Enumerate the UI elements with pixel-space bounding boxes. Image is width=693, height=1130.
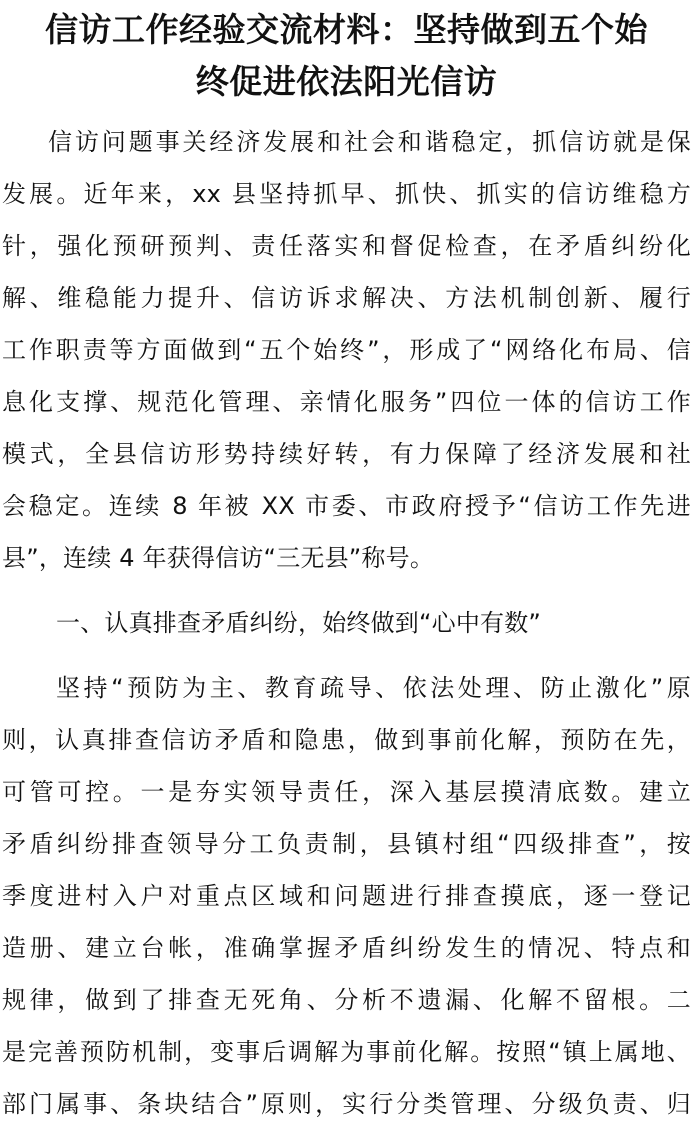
- paragraph-line: 模式，全县信访形势持续好转，有力保障了经济发展和社: [2, 440, 691, 468]
- paragraph-section1: [2, 662, 691, 1130]
- paragraph-line: 息化支撑、规范化管理、亲情化服务”四位一体的信访工作: [2, 388, 691, 416]
- paragraph-line: 信访问题事关经济发展和社会和谐稳定，抓信访就是保: [48, 128, 691, 156]
- paragraph-line: 县”，连续 4 年获得信访“三无县”称号。: [2, 544, 435, 572]
- paragraph-line: 会稳定。连续 8 年被 XX 市委、市政府授予“信访工作先进: [2, 492, 691, 520]
- paragraph-intro: [2, 116, 691, 584]
- paragraph-line: 解、维稳能力提升、信访诉求解决、方法机制创新、履行: [2, 284, 691, 312]
- paragraph-line: 季度进村入户对重点区域和问题进行排查摸底，逐一登记: [2, 882, 691, 910]
- paragraph-line: 规律，做到了排查无死角、分析不遗漏、化解不留根。二: [2, 986, 691, 1014]
- title-line: 终促进依法阳光信访: [195, 62, 498, 101]
- paragraph-line: 是完善预防机制，变事后调解为事前化解。按照“镇上属地、: [2, 1038, 691, 1066]
- paragraph-line: 工作职责等方面做到“五个始终”，形成了“网络化布局、信: [2, 336, 691, 364]
- paragraph-line: 针，强化预研预判、责任落实和督促检查，在矛盾纠纷化: [2, 232, 691, 260]
- paragraph-line: 则，认真排查信访矛盾和隐患，做到事前化解，预防在先，: [2, 726, 691, 754]
- paragraph-line: 部门属事、条块结合”原则，实行分类管理、分级负责、归: [2, 1090, 691, 1118]
- paragraph-line: 可管可控。一是夯实领导责任，深入基层摸清底数。建立: [2, 778, 691, 806]
- paragraph-line: 造册、建立台帐，准确掌握矛盾纠纷发生的情况、特点和: [2, 934, 691, 962]
- paragraph-line: 发展。近年来，xx 县坚持抓早、抓快、抓实的信访维稳方: [2, 180, 691, 208]
- document-title: [0, 0, 693, 108]
- document-body: [2, 116, 691, 1130]
- paragraph-line: 矛盾纠纷排查领导分工负责制，县镇村组“四级排查”，按: [2, 830, 691, 858]
- title-line: 信访工作经验交流材料：坚持做到五个始: [45, 10, 648, 49]
- paragraph-line: 坚持“预防为主、教育疏导、依法处理、防止激化”原: [56, 674, 691, 702]
- section-heading: 一、认真排查矛盾纠纷，始终做到“心中有数”: [56, 609, 542, 637]
